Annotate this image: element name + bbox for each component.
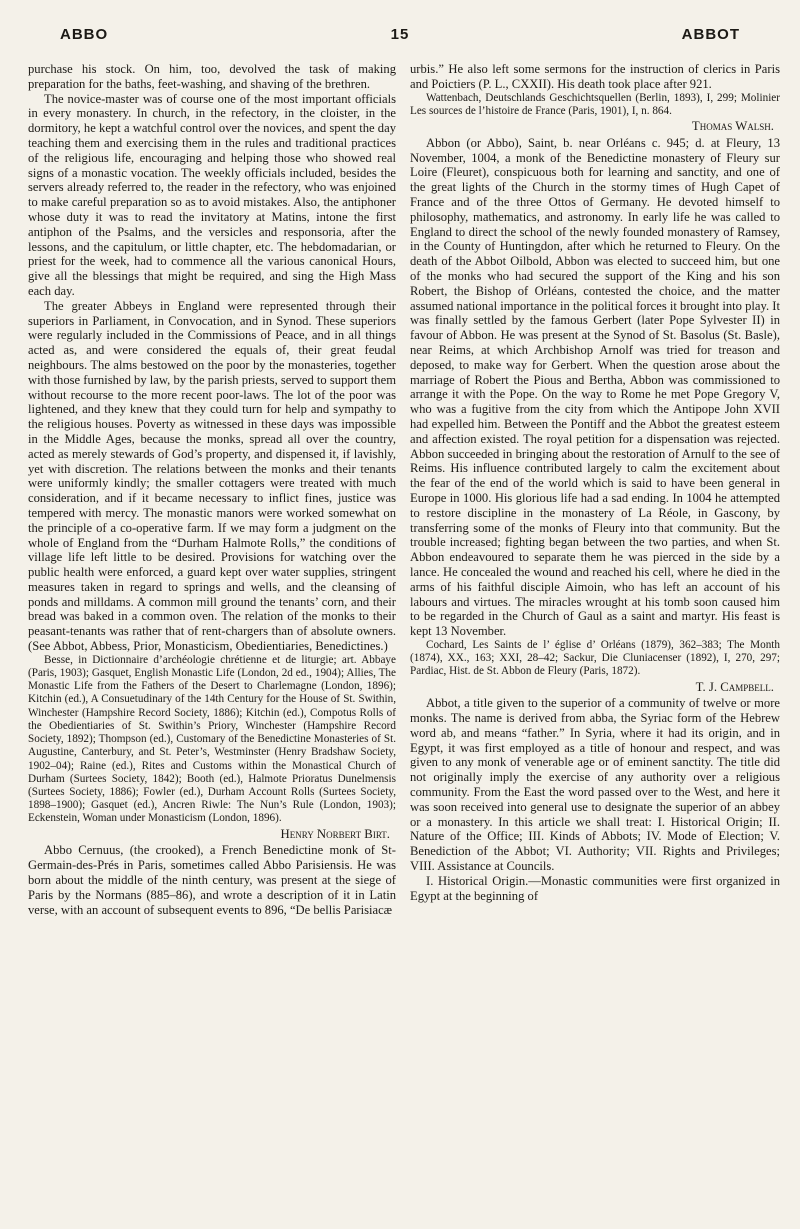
header-right-guide-word: ABBOT xyxy=(681,26,740,43)
paragraph: The greater Abbeys in England were represented through their superiors in Parliament, in Convocation, and in Synod. These superiors were regularly included in the Commissions of Peace, and in all things acted as, and were considered the equals of, their great feudal neighbours. The alms bestowed on the poor by the monasteries, together with those furnished by law, by the parish priests, served to support them without recourse to the more recent poor-laws. The lot of the poor was lightened, and they knew that they could turn for help and sympathy to the religious houses. Poverty as witnessed in these days was impossible in the Middle Ages, because the monks, spread all over the country, acted as merely stewards of God’s property, and dispensed it, if lavishly, yet with discretion. The relations between the monks and their tenants were uniformly kindly; the smaller cottagers were treated with much consideration, and if it became necessary to inflict fines, justice was tempered with mercy. The monastic manors were worked somewhat on the principle of a co-operative farm. If we may form a judgment on the whole of England from the “Durham Halmote Rolls,” the conditions of village life left little to be desired. Provisions for watching over the public health were enforced, a guard kept over water supplies, stringent measures taken in regard to springs and wells, and the cleansing of ponds and milldams. A common mill ground the tenants’ corn, and their bread was baked in a common oven. The relation of the monks to their peasant-tenants was rather that of rent-chargers than of absolute owners. (See Abbot, Abbess, Prior, Monasticism, Obedientiaries, Benedictines.) xyxy=(28,298,396,654)
author-signature: Henry Norbert Birt. xyxy=(280,826,390,841)
paragraph: urbis.” He also left some sermons for the instruction of clerics in Paris and Poictiers (P. L., CXXII). His death took place after 921. xyxy=(410,62,780,91)
running-header xyxy=(60,26,740,48)
author-signature: T. J. Campbell. xyxy=(695,679,774,694)
bibliography: Wattenbach, Deutschlands Geschichtsquellen (Berlin, 1893), I, 299; Molinier Les sources de l’histoire de France (Paris, 1901), I, n. 864. xyxy=(410,91,780,117)
author-signature: Thomas Walsh. xyxy=(691,119,774,133)
bibliography: Cochard, Les Saints de l’ église d’ Orléans (1879), 362–383; The Month (1874), XX., 163; XXI, 28–42; Sackur, Die Cluniacenser (1892), I, 270, 297; Pardiac, Hist. de St. Abbon de Fleury (Paris, 1872). xyxy=(410,638,780,678)
bibliography: Besse, in Dictionnaire d’archéologie chrétienne et de liturgie; art. Abbaye (Paris, 1903); Gasquet, English Monastic Life (London, 2d ed., 1904); Allies, The Monastic Life from the Fathers of the Desert to Charlemagne (London, 1896); Kitchin (ed.), A Consuetudinary of the 14th Century for the House of St. Swithin, Winchester (Hampshire Record Society, 1886); Kitchin (ed.), Compotus Rolls of the Obedientiaries of St. Swithin’s Priory, Winchester (Hampshire Record Society, 1892); Thompson (ed.), Customary of the Benedictine Monasteries of St. Augustine, Canterbury, and St. Peter’s, Westminster (Henry Bradshaw Society, 1902–04); Raine (ed.), Rites and Customs within the Monastical Church of Durham (Surtees Society, 1842); Booth (ed.), Halmote Prioratus Dunelmensis (Surtees Society, 1886); Fowler (ed.), Durham Account Rolls (Surtees Society, 1898–1900); Gasquet (ed.), Ancren Riwle: The Nun’s Rule (London, 1903); Eckenstein, Woman under Monasticism (London, 1896). xyxy=(28,653,396,825)
left-column xyxy=(28,62,396,1222)
right-column xyxy=(410,62,780,1222)
entry-abbon: Abbon (or Abbo), Saint, b. near Orléans c. 945; d. at Fleury, 13 November, 1004, a monk of the Benedictine monastery of Fleury sur Loire (Fleuret), conspicuous both for learning and sanctity, and one of the great lights of the Church in the stormy times of Hugh Capet of France and of the three Ottos of Germany. He devoted himself to philosophy, mathematics, and astronomy. In early life he was called to England to direct the school of the newly founded monastery of Ramsey, in the County of Huntingdon, after which he returned to Fleury. On the death of the Abbot Oilbold, Abbon was elected to succeed him, but one of the monks who had secured the support of the King and his son Robert, the Bishop of Orléans, contested the choice, and the matter assumed national importance in the political forces it brought into play. It was finally settled by the famous Gerbert (later Pope Sylvester II) in favour of Abbon. He was present at the Synod of St. Basolus (St. Basle), near Reims, at which Archbishop Arnolf was tried for treason and deposed, to make way for Gerbert. When the question arose about the marriage of Robert the Pious and Bertha, Abbon was commissioned to arrange it with the Pope. On the way to Rome he met Pope Gregory V, who was a fugitive from the city from which the Antipope John XVII had expelled him. Between the Pontiff and the Abbot the greatest esteem and affection existed. The royal petition for a dispensation was rejected. Abbon succeeded in bringing about the restoration of Arnulf to the see of Reims. His influence contributed largely to calm the excitement about the fear of the end of the world which is said to have been general in Europe in 1000. His glorious life had a sad ending. In 1004 he attempted to restore discipline in the monastery of La Réole, in Gascony, by transferring some of the monks of Fleury into that community. But the trouble increased; fighting began between the two parties, and when St. Abbon endeavoured to separate them he was pierced in the side by a lance. He concealed the wound and reached his cell, where he died in the arms of his faithful disciple Aimoin, who has left an account of his labours and virtues. The miracles wrought at his tomb soon caused him to be regarded in the Church of Gaul as a saint and martyr. His feast is kept 13 November. xyxy=(410,135,780,639)
header-left-guide-word: ABBO xyxy=(60,26,109,43)
entry-abbo-cernuus: Abbo Cernuus, (the crooked), a French Benedictine monk of St-Germain-des-Prés in Paris, sometimes called Abbo Parisiensis. He was born about the middle of the ninth century, was present at the siege of Paris by the Normans (885–86), and wrote a description of it in Latin verse, with an account of subsequent events to 896, “De bellis Parisiacæ xyxy=(28,843,396,917)
paragraph: The novice-master was of course one of the most important officials in every monastery. In church, in the refectory, in the cloister, in the dormitory, he kept a watchful control over the novices, and spent the day teaching them and exercising them in the rules and traditional practices of the religious life, encouraging and helping those who showed real signs of a monastic vocation. The weekly officials included, besides the servers already referred to, the reader in the refectory, who was enjoined to make careful preparation so as to avoid mistakes. Also, the antiphoner whose duty it was to read the invitatory at Matins, intone the first antiphon of the Psalms, and the versicles and responsoria, after the lessons, and the capitulum, or little chapter, etc. The hebdomadarian, or priest for the week, had to commence all the various canonical Hours, give all the blessings that might be required, and sing the High Mass each day. xyxy=(28,91,396,298)
entry-abbot: Abbot, a title given to the superior of a community of twelve or more monks. The name is derived from abba, the Syriac form of the Hebrew word ab, and means “father.” In Syria, where it had its origin, and in Egypt, it was first employed as a title of honour and respect, and was given to any monk of venerable age or of eminent sanctity. The title did not originally imply the exercise of any authority over a religious community. From the East the word passed over to the West, and here it was soon received into general use to designate the superior of an abbey or a monastery. In this article we shall treat: I. Historical Origin; II. Nature of the Office; III. Kinds of Abbots; IV. Mode of Election; V. Benediction of the Abbot; VI. Authority; VII. Rights and Privileges; VIII. Assistance at Councils. xyxy=(410,696,780,874)
page-number: 15 xyxy=(390,26,410,43)
section-historical-origin: I. Historical Origin.—Monastic communities were first organized in Egypt at the beginning of xyxy=(410,873,780,903)
paragraph: purchase his stock. On him, too, devolved the task of making preparation for the baths, feet-washing, and shaving of the brethren. xyxy=(28,62,396,91)
